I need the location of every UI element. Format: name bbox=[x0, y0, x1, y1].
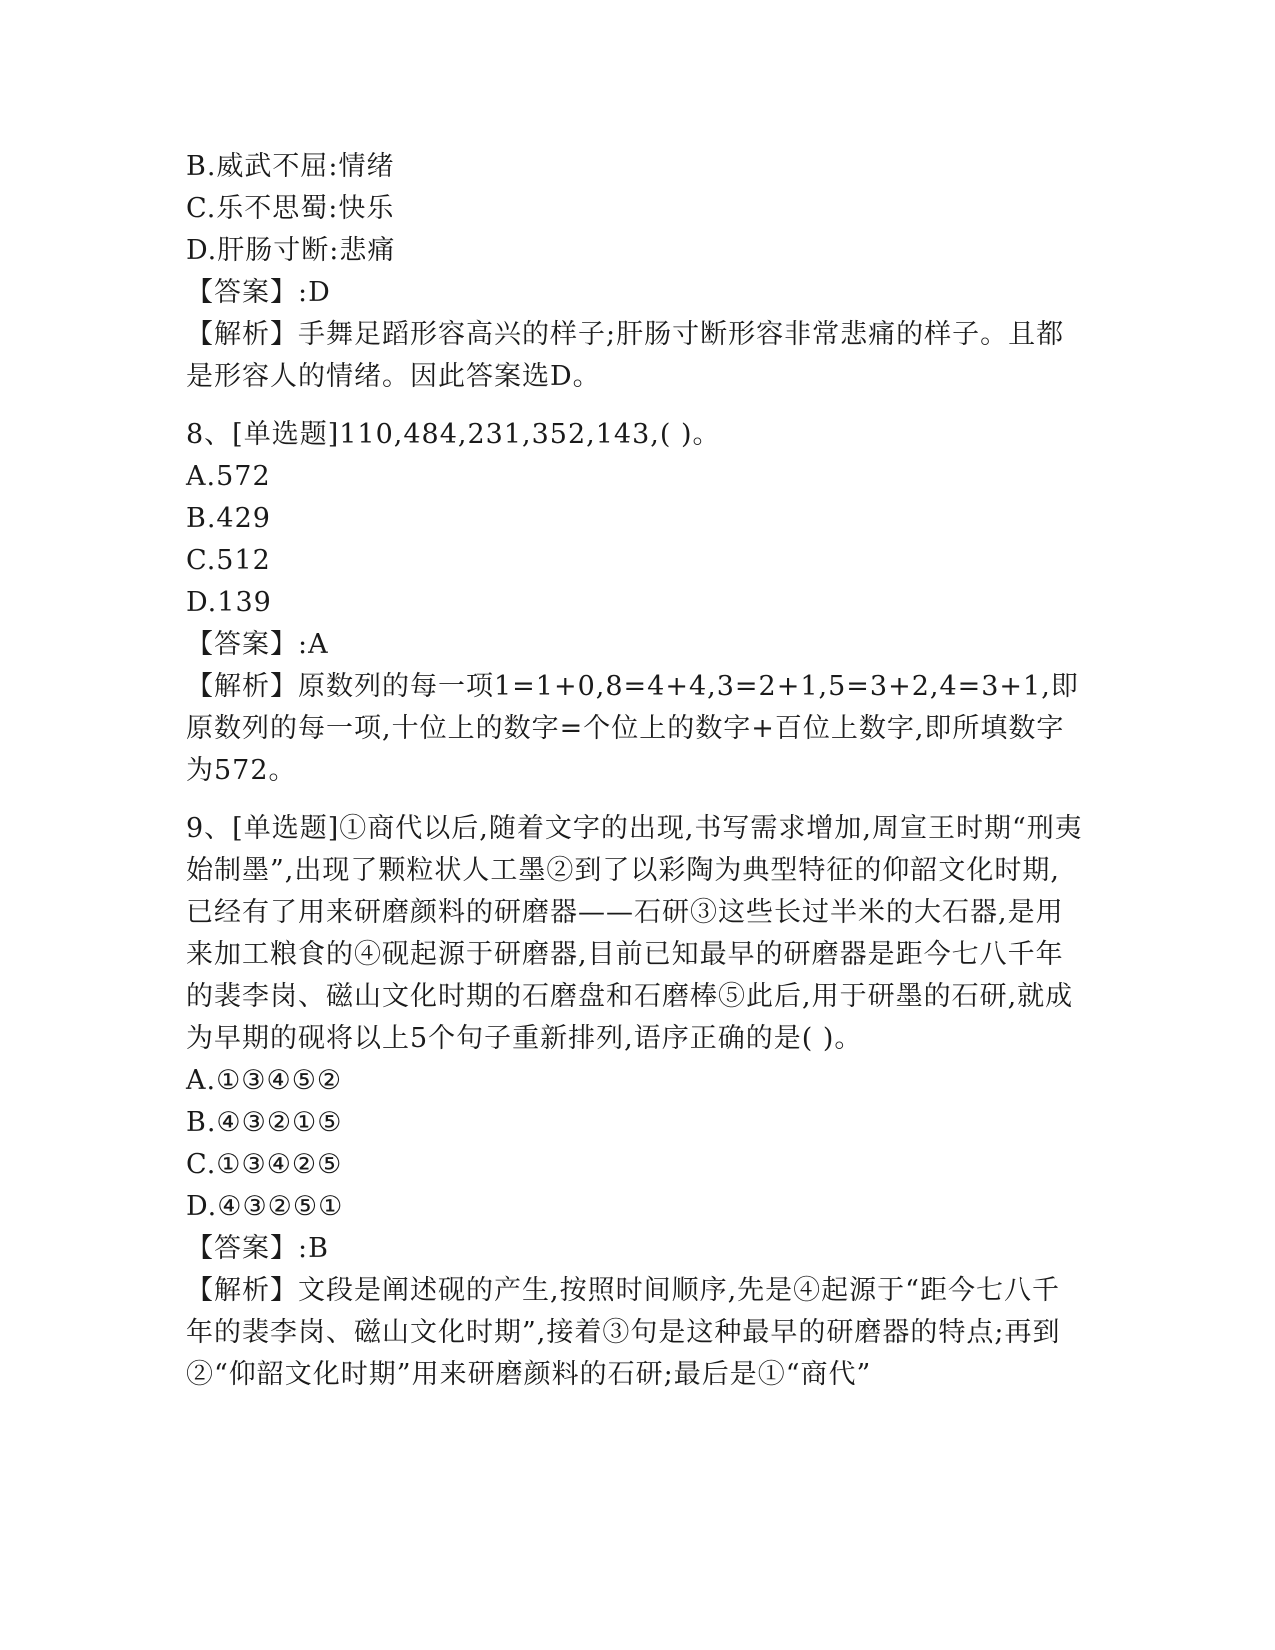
q7-option-b: B.威武不屈:情绪 bbox=[186, 151, 395, 182]
q9-stem: 9、[单选题]①商代以后,随着文字的出现,书写需求增加,周宣王时期“刑夷始制墨”,出现了颗粒状人工墨②到了以彩陶为典型特征的仰韶文化时期,已经有了用来研磨颜料的研磨器——石研③这些长过半米的大石器,是用来加工粮食的④砚起源于研磨器,目前已知最早的研磨器是距今七八千年的裴李岗、磁山文化时期的石磨盘和石磨棒⑤此后,用于研墨的石研,就成为早期的砚将以上5个句子重新排列,语序正确的是( )。 bbox=[186, 813, 1083, 1054]
q7-option-c: C.乐不思蜀:快乐 bbox=[186, 193, 395, 224]
q9-option-c: C.①③④②⑤ bbox=[186, 1149, 343, 1180]
q7-analysis: 【解析】手舞足蹈形容高兴的样子;肝肠寸断形容非常悲痛的样子。且都是形容人的情绪。因此答案选D。 bbox=[186, 319, 1065, 392]
q8-option-c: C.512 bbox=[186, 545, 271, 576]
q9-answer: 【答案】:B bbox=[186, 1233, 329, 1264]
q9-option-d: D.④③②⑤① bbox=[186, 1191, 344, 1222]
q8-option-b: B.429 bbox=[186, 503, 271, 534]
q7-option-d: D.肝肠寸断:悲痛 bbox=[186, 235, 396, 266]
q8-stem: 8、[单选题]110,484,231,352,143,( )。 bbox=[186, 419, 721, 450]
q8-analysis: 【解析】原数列的每一项1=1+0,8=4+4,3=2+1,5=3+2,4=3+1,即原数列的每一项,十位上的数字=个位上的数字+百位上数字,即所填数字为572。 bbox=[186, 671, 1079, 786]
q9-option-b: B.④③②①⑤ bbox=[186, 1107, 343, 1138]
document-body bbox=[186, 146, 1086, 1396]
q8-option-d: D.139 bbox=[186, 587, 272, 618]
q8-answer: 【答案】:A bbox=[186, 629, 329, 660]
q8-option-a: A.572 bbox=[186, 461, 271, 492]
q9-option-a: A.①③④⑤② bbox=[186, 1065, 343, 1096]
q7-answer: 【答案】:D bbox=[186, 277, 331, 308]
q9-analysis: 【解析】文段是阐述砚的产生,按照时间顺序,先是④起源于“距今七八千年的裴李岗、磁山文化时期”,接着③句是这种最早的研磨器的特点;再到②“仰韶文化时期”用来研磨颜料的石研;最后是①“商代” bbox=[186, 1275, 1061, 1390]
